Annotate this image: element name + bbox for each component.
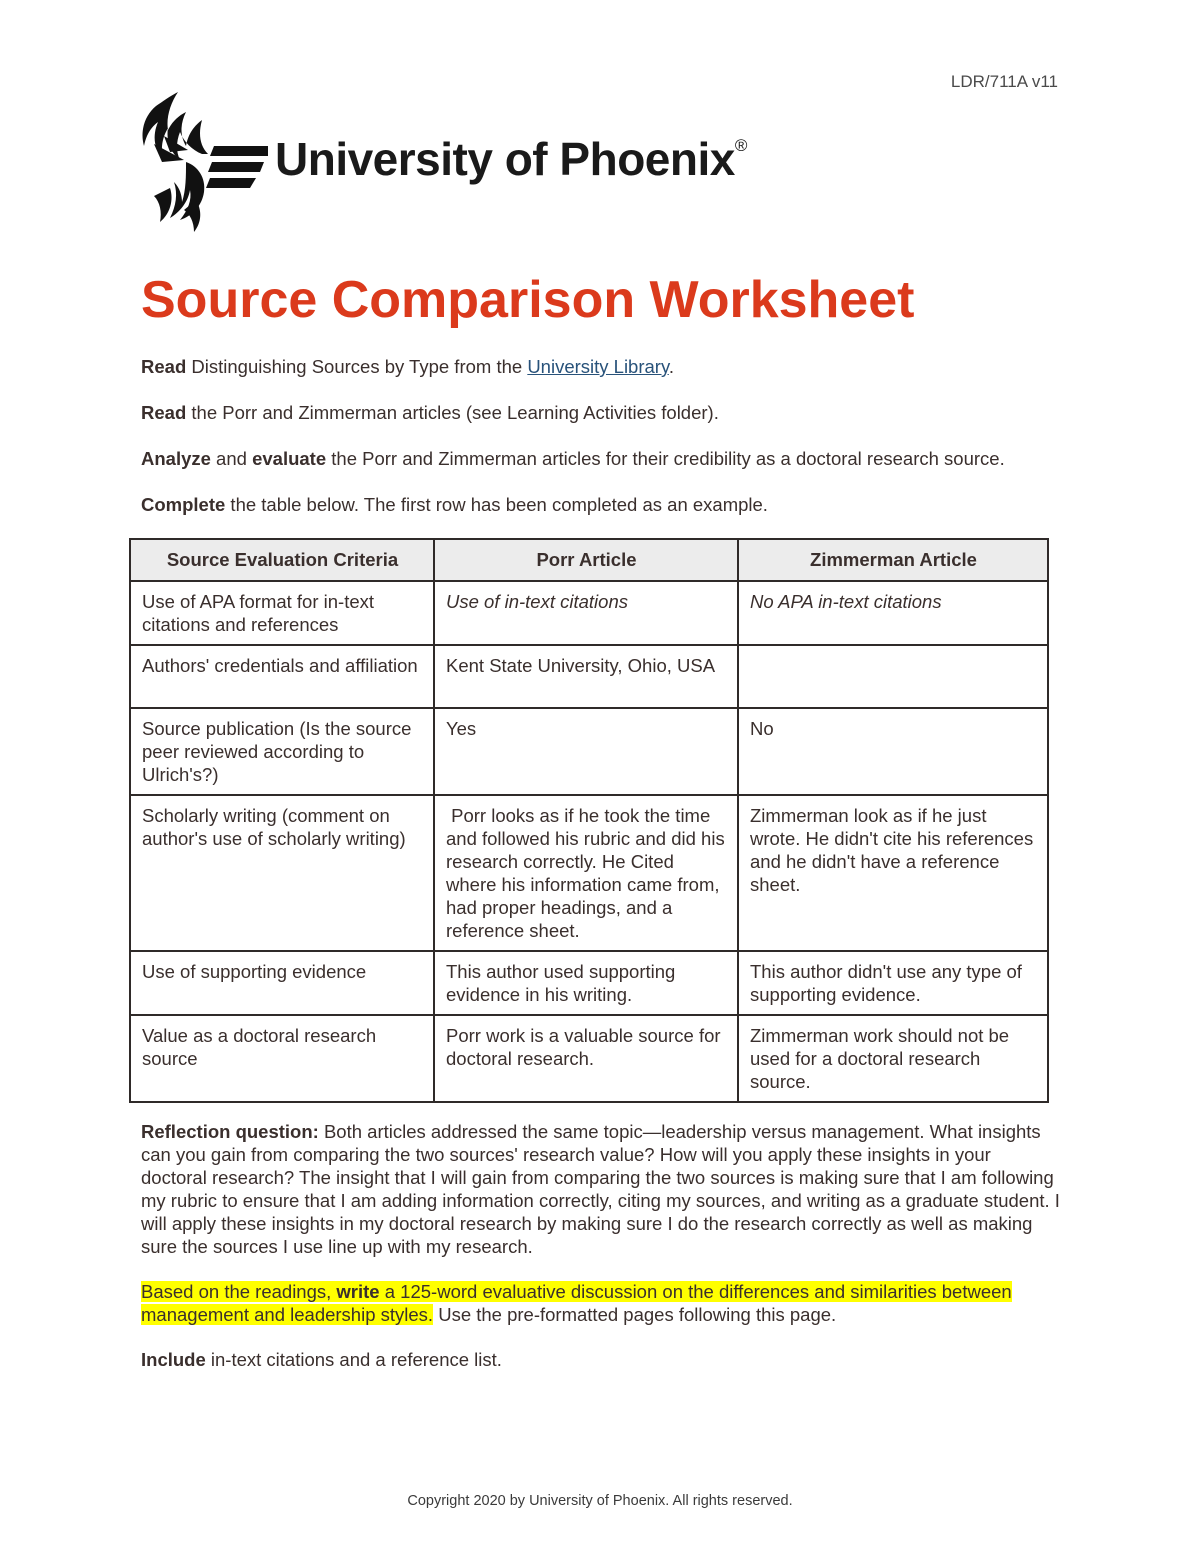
instruction-verb: Analyze — [141, 448, 211, 469]
instruction-text: the Porr and Zimmerman articles (see Learning Activities folder). — [186, 402, 719, 423]
university-wordmark — [275, 132, 747, 186]
assignment-verb: write — [336, 1281, 380, 1302]
zimmerman-cell — [738, 645, 1048, 708]
instruction-read-articles — [141, 401, 1061, 424]
registered-mark: ® — [734, 136, 747, 155]
instruction-text: in-text citations and a reference list. — [205, 1349, 502, 1370]
instruction-verb: Read — [141, 402, 187, 423]
instruction-read-library — [141, 355, 1061, 378]
zimmerman-cell: Zimmerman work should not be used for a doctoral research source. — [738, 1015, 1048, 1102]
porr-cell: Kent State University, Ohio, USA — [434, 645, 738, 708]
table-row — [130, 795, 1048, 951]
porr-cell: This author used supporting evidence in his writing. — [434, 951, 738, 1015]
instruction-verb: Read — [141, 356, 187, 377]
criteria-cell: Authors' credentials and affiliation — [130, 645, 434, 708]
criteria-cell: Use of APA format for in-text citations and references — [130, 581, 434, 645]
table-row — [130, 708, 1048, 795]
zimmerman-cell: Zimmerman look as if he just wrote. He didn't cite his references and he didn't have a reference sheet. — [738, 795, 1048, 951]
instruction-complete — [141, 493, 1061, 516]
assignment-paragraph — [141, 1280, 1061, 1326]
source-comparison-table — [129, 538, 1049, 1103]
zimmerman-cell: This author didn't use any type of supporting evidence. — [738, 951, 1048, 1015]
criteria-cell: Use of supporting evidence — [130, 951, 434, 1015]
table-row — [130, 581, 1048, 645]
instruction-verb: Include — [141, 1349, 206, 1370]
assignment-text: Based on the readings, — [141, 1281, 337, 1302]
table-row — [130, 951, 1048, 1015]
include-instruction — [141, 1348, 1061, 1371]
porr-cell: Use of in-text citations — [434, 581, 738, 645]
instruction-analyze — [141, 447, 1061, 470]
instruction-verb: evaluate — [252, 448, 327, 469]
reflection-label: Reflection question: — [141, 1121, 319, 1142]
university-library-link[interactable]: University Library — [527, 356, 669, 377]
university-logo — [140, 92, 760, 232]
table-row — [130, 1015, 1048, 1102]
document-code: LDR/711A v11 — [950, 72, 1058, 91]
porr-cell: Yes — [434, 708, 738, 795]
porr-cell: Porr work is a valuable source for doctoral research. — [434, 1015, 738, 1102]
assignment-text: Use the pre-formatted pages following this page. — [433, 1304, 837, 1325]
page-title: Source Comparison Worksheet — [141, 271, 915, 329]
instruction-text: the Porr and Zimmerman articles for their credibility as a doctoral research source. — [326, 448, 1005, 469]
table-header-row — [130, 539, 1048, 581]
instruction-text: . — [668, 356, 674, 377]
zimmerman-cell: No — [738, 708, 1048, 795]
column-header-zimmerman: Zimmerman Article — [738, 539, 1048, 581]
table-row — [130, 645, 1048, 708]
instruction-verb: Complete — [141, 494, 226, 515]
copyright-footer: Copyright 2020 by University of Phoenix. All rights reserved. — [407, 1493, 793, 1509]
wordmark-text: University of Phoenix — [275, 133, 735, 185]
column-header-criteria: Source Evaluation Criteria — [130, 539, 434, 581]
criteria-cell: Source publication (Is the source peer reviewed according to Ulrich's?) — [130, 708, 434, 795]
porr-cell: Porr looks as if he took the time and followed his rubric and did his research correctly. He Cited where his information came from, had proper headings, and a reference sheet. — [434, 795, 738, 951]
column-header-porr: Porr Article — [434, 539, 738, 581]
criteria-cell: Value as a doctoral research source — [130, 1015, 434, 1102]
phoenix-emblem-icon — [140, 92, 270, 232]
criteria-cell: Scholarly writing (comment on author's use of scholarly writing) — [130, 795, 434, 951]
instruction-text: the table below. The first row has been completed as an example. — [225, 494, 768, 515]
instruction-text: Distinguishing Sources by Type from the — [186, 356, 528, 377]
reflection-paragraph — [141, 1120, 1061, 1258]
instruction-text: and — [210, 448, 253, 469]
reflection-text: Both articles addressed the same topic—leadership versus management. What insights can you gain from comparing the two sources' research value? How will you apply these insights in your doctoral research? The insight that I will gain from comparing the two sources is making sure that I am following my rubric to ensure that I am adding information correctly, citing my sources, and writing as a graduate student. I will apply these insights in my doctoral research by making sure I do the research correctly as well as making sure the sources I use line up with my research. — [141, 1121, 1060, 1257]
assignment-text: a 125-word evaluative discussion on the differences and similarities between management and leadership styles. — [141, 1281, 1012, 1325]
zimmerman-cell: No APA in-text citations — [738, 581, 1048, 645]
